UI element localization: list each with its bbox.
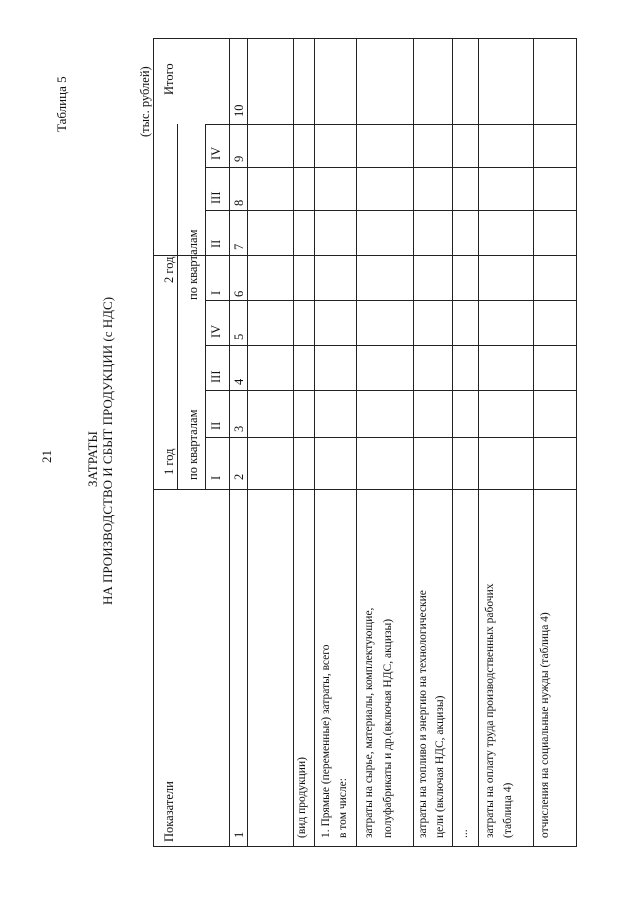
table-border-bottom	[153, 846, 577, 847]
row-raw-materials-2: полуфабрикаты и др.(включая НДС, акцизы)	[382, 618, 394, 838]
quarter-label: I	[209, 290, 223, 295]
table-line	[247, 38, 248, 846]
quarter-label: IV	[209, 324, 223, 338]
table-line	[205, 345, 576, 346]
table-line	[205, 300, 576, 301]
table-line	[153, 255, 577, 256]
table-line	[452, 38, 453, 846]
table-line	[413, 38, 414, 846]
header-total: Итого	[162, 63, 176, 95]
quarter-label: III	[209, 191, 223, 204]
row-ellipsis: ...	[458, 829, 470, 838]
table-line	[205, 124, 206, 489]
page-number: 21	[39, 450, 54, 463]
table-border-left	[153, 38, 154, 846]
table-line	[356, 38, 357, 846]
row-fuel-energy-2: цели (включая НДС, акцизы)	[434, 695, 446, 838]
table-line	[205, 390, 576, 391]
units-label: (тыс. рублей)	[138, 66, 152, 137]
table-line	[314, 38, 315, 846]
quarter-label: IV	[209, 146, 223, 160]
row-fuel-energy: затраты на топливо и энергию на технологические	[417, 590, 429, 838]
column-number: 9	[232, 155, 246, 162]
page-title-line1: ЗАТРАТЫ	[85, 431, 100, 487]
table-line	[533, 38, 534, 846]
row-direct-costs: 1. Прямые (переменные) затраты, всего	[320, 644, 332, 838]
table-border-right	[576, 38, 577, 846]
product-underline	[293, 653, 294, 709]
page-title-line2: НА ПРОИЗВОДСТВО И СБЫТ ПРОДУКЦИИ (с НДС)	[100, 296, 115, 605]
quarter-label: III	[209, 370, 223, 383]
column-number: 1	[232, 831, 246, 838]
column-number: 6	[232, 290, 246, 297]
header-indicators: Показатели	[162, 781, 176, 842]
header-year1: 1 год	[162, 448, 176, 475]
row-labor-2: (таблица 4)	[502, 782, 514, 838]
header-year1-by-quarters: по кварталам	[186, 409, 200, 480]
header-year2-by-quarters: по кварталам	[186, 229, 200, 300]
table-line	[478, 38, 479, 846]
table-line	[229, 38, 230, 846]
row-labor: затраты на оплату труда производственных рабочих	[484, 583, 496, 838]
table-border-top	[153, 38, 577, 39]
table-line	[205, 124, 576, 125]
table-line	[205, 437, 576, 438]
column-number: 4	[232, 378, 246, 385]
table-line-col-top	[293, 38, 294, 846]
column-number: 10	[232, 104, 246, 117]
table-line	[153, 489, 577, 490]
row-direct-costs-sub: в том числе:	[337, 778, 349, 838]
column-number: 7	[232, 243, 246, 250]
header-year2: 2 год	[162, 256, 176, 283]
row-product-type: (вид продукции)	[296, 757, 308, 838]
column-number: 5	[232, 333, 246, 340]
quarter-label: II	[209, 239, 223, 248]
table-line	[205, 210, 576, 211]
column-number: 2	[232, 473, 246, 480]
column-number: 3	[232, 425, 246, 432]
table-line	[205, 167, 576, 168]
quarter-label: I	[209, 475, 223, 480]
table-line	[177, 124, 178, 489]
row-social: отчисления на социальные нужды (таблица 4)	[539, 612, 551, 838]
row-raw-materials: затраты на сырье, материалы, комплектующие,	[363, 607, 375, 838]
column-number: 8	[232, 199, 246, 206]
table-label: Таблица 5	[54, 76, 69, 132]
quarter-label: II	[209, 421, 223, 430]
